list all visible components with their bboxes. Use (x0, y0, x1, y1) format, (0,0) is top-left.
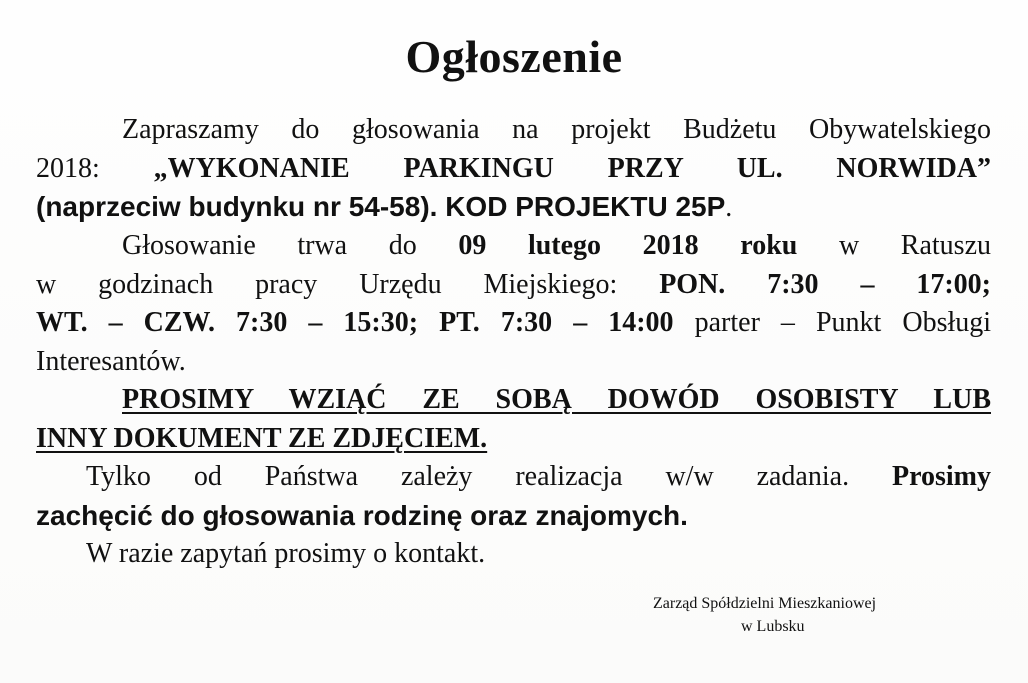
year-text: 2018: (36, 153, 100, 184)
hours-tue-fri: WT. – CZW. 7:30 – 15:30; PT. 7:30 – 14:00 (36, 307, 674, 338)
notice-line2 (36, 421, 991, 457)
paragraph1-line1: Zapraszamy do głosowania na projekt Budżetu Obywatelskiego (122, 114, 991, 145)
paragraph1-line3 (36, 189, 991, 226)
project-name: „WYKONANIE PARKINGU PRZY UL. NORWIDA” (153, 153, 992, 184)
notice-line1 (122, 382, 991, 418)
contact-text: W razie zapytań prosimy o kontakt. (86, 538, 486, 569)
paragraph3-line2 (36, 498, 991, 535)
paragraph1-line2 (36, 151, 991, 187)
paragraph3-line1 (86, 459, 991, 495)
please-text: Prosimy (891, 461, 992, 492)
page-title: Ogłoszenie (405, 31, 623, 82)
paragraph2-line3 (36, 305, 991, 341)
encouragement-text: Tylko od Państwa zależy realizacja w/w zadania. (86, 461, 850, 492)
signature-line2: w Lubsku (741, 618, 805, 635)
period-text: . (725, 192, 733, 223)
bring-document-notice: INNY DOKUMENT ZE ZDJĘCIEM. (36, 423, 488, 454)
hours-monday: PON. 7:30 – 17:00; (659, 269, 992, 300)
office-location-text: parter – Punkt Obsługi (694, 307, 992, 338)
hours-intro-text: w godzinach pracy Urzędu Miejskiego: (36, 269, 618, 300)
paragraph2-line4: Interesantów. (36, 346, 186, 377)
signature-line1: Zarząd Spółdzielni Mieszkaniowej (653, 595, 877, 612)
location-text: w Ratuszu (838, 230, 991, 261)
paragraph2-line2 (36, 267, 991, 303)
voting-lasts-text: Głosowanie trwa do (122, 230, 417, 261)
bring-id-notice: PROSIMY WZIĄĆ ZE SOBĄ DOWÓD OSOBISTY LUB (122, 384, 991, 415)
paragraph2-line1 (122, 228, 991, 264)
encourage-family-text: zachęcić do głosowania rodzinę oraz znajomych. (36, 500, 688, 531)
voting-deadline: 09 lutego 2018 roku (458, 230, 798, 261)
project-location-code: (naprzeciw budynku nr 54-58). KOD PROJEKTU 25P (36, 191, 726, 222)
